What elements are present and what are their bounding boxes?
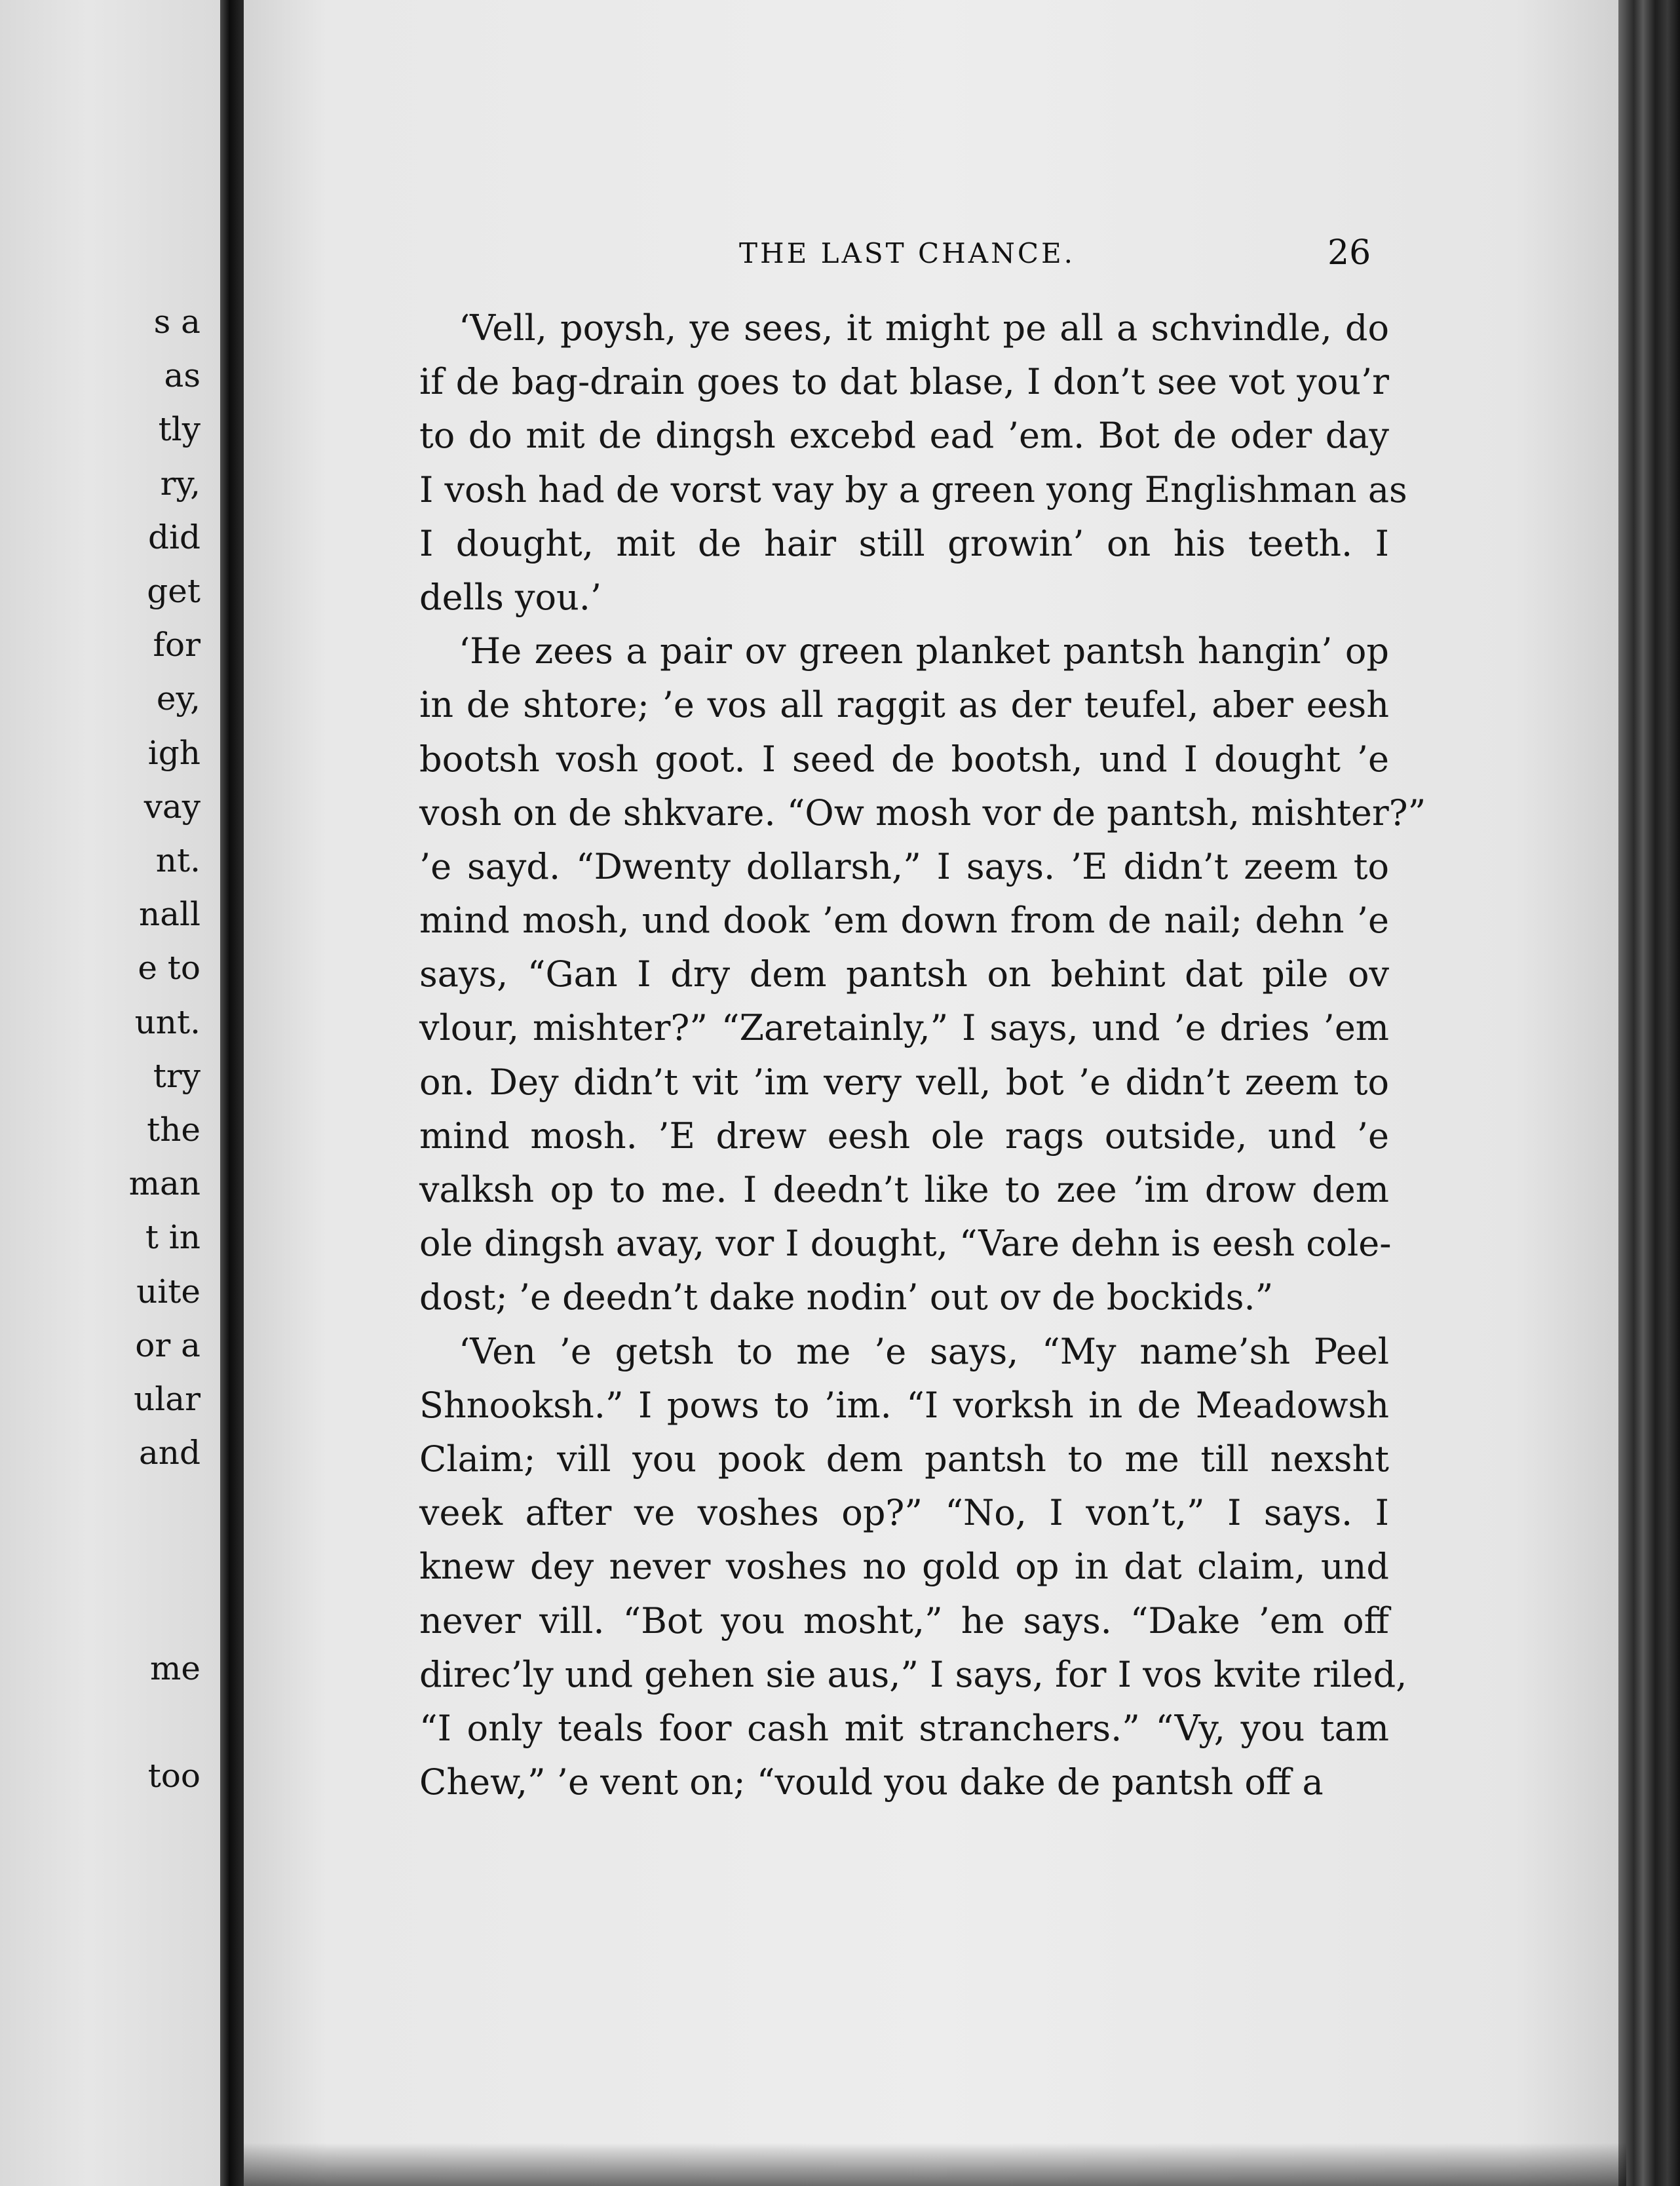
text-line: mind mosh. ’E drew eesh ole rags outside, und ’e: [419, 1115, 1389, 1157]
left-page-line: and: [138, 1434, 200, 1472]
text-line: dells you.’: [419, 576, 602, 618]
left-page-line: nall: [139, 895, 200, 934]
text-line: valksh op to me. I deedn’t like to zee ’im drow dem: [419, 1169, 1389, 1210]
left-page-line: the: [147, 1111, 200, 1149]
text-line: ‘He zees a pair ov green planket pantsh hangin’ op: [459, 630, 1389, 672]
text-line: Shnooksh.” I pows to ’im. “I vorksh in de Meadowsh: [419, 1384, 1389, 1426]
body-text: [419, 301, 1426, 1809]
page-number: 26: [1327, 233, 1371, 273]
text-line: vlour, mishter?” “Zaretainly,” I says, und ’e dries ’em: [419, 1007, 1389, 1049]
left-page-line: me: [149, 1649, 200, 1687]
left-page-line: or a: [135, 1326, 200, 1364]
left-page-line: too: [147, 1757, 200, 1795]
text-line: ‘Ven ’e getsh to me ’e says, “My name’sh Peel: [459, 1330, 1389, 1372]
text-line: I vosh had de vorst vay by a green yong Englishman as: [419, 469, 1407, 510]
paragraph: [419, 624, 1426, 1324]
text-line: direc’ly und gehen sie aus,” I says, for I vos kvite riled,: [419, 1653, 1407, 1695]
text-line: if de bag-drain goes to dat blase, I don’t see vot you’r: [419, 361, 1389, 403]
text-line: ‘Vell, poysh, ye sees, it might pe all a schvindle, do: [459, 307, 1389, 349]
book-gutter: [220, 0, 244, 2186]
text-line: “I only teals foor cash mit stranchers.” “Vy, you tam: [419, 1707, 1389, 1749]
left-page-line: ular: [134, 1380, 200, 1418]
text-line: ole dingsh avay, vor I dought, “Vare dehn is eesh cole-: [419, 1223, 1392, 1265]
text-line: knew dey never voshes no gold op in dat claim, und: [419, 1546, 1389, 1588]
text-line: on. Dey didn’t vit ’im very vell, bot ’e didn’t zeem to: [419, 1061, 1389, 1103]
left-page-line: ey,: [156, 680, 200, 718]
left-page-line: did: [147, 518, 200, 556]
left-page-line: uite: [136, 1272, 200, 1311]
text-line: never vill. “Bot you mosht,” he says. “Dake ’em off: [419, 1600, 1389, 1641]
left-page-line: try: [153, 1056, 200, 1095]
left-page-line: nt.: [155, 841, 200, 879]
left-page-line: igh: [147, 733, 200, 772]
left-page-line: unt.: [134, 1003, 200, 1041]
page-shadow: [244, 2143, 1626, 2186]
text-line: bootsh vosh goot. I seed de bootsh, und I dought ’e: [419, 738, 1389, 780]
text-line: in de shtore; ’e vos all raggit as der teufel, aber eesh: [419, 684, 1389, 726]
left-page-line: man: [128, 1164, 200, 1203]
text-line: I dought, mit de hair still growin’ on his teeth. I: [419, 522, 1389, 564]
page-edge: [1618, 0, 1680, 2186]
text-line: says, “Gan I dry dem pantsh on behint dat pile ov: [419, 953, 1389, 995]
text-line: ’e sayd. “Dwenty dollarsh,” I says. ’E didn’t zeem to: [419, 845, 1389, 887]
text-line: vosh on de shkvare. “Ow mosh vor de pantsh, mishter?”: [419, 792, 1426, 834]
running-head: THE LAST CHANCE.: [739, 237, 1075, 269]
left-page-line: t in: [145, 1218, 200, 1257]
text-line: to do mit de dingsh excebd ead ’em. Bot de oder day: [419, 415, 1389, 457]
left-page-line: s a: [153, 303, 200, 341]
paragraph: [419, 1325, 1407, 1810]
text-line: mind mosh, und dook ’em down from de nail; dehn ’e: [419, 900, 1389, 942]
left-page-line: tly: [158, 410, 200, 449]
text-line: dost; ’e deedn’t dake nodin’ out ov de bockids.”: [419, 1276, 1274, 1318]
left-page-line: as: [164, 356, 200, 395]
text-line: Claim; vill you pook dem pantsh to me till nexsht: [419, 1438, 1389, 1480]
left-page-line: e to: [138, 949, 200, 988]
text-line: Chew,” ’e vent on; “vould you dake de pantsh off a: [419, 1761, 1324, 1803]
left-facing-page: [0, 0, 220, 2186]
left-page-line: for: [153, 626, 200, 664]
text-line: veek after ve voshes op?” “No, I von’t,” I says. I: [419, 1492, 1389, 1534]
left-page-line: get: [147, 572, 200, 610]
paragraph: [419, 301, 1407, 624]
left-page-line: ry,: [160, 464, 200, 503]
left-page-line: vay: [143, 787, 200, 826]
